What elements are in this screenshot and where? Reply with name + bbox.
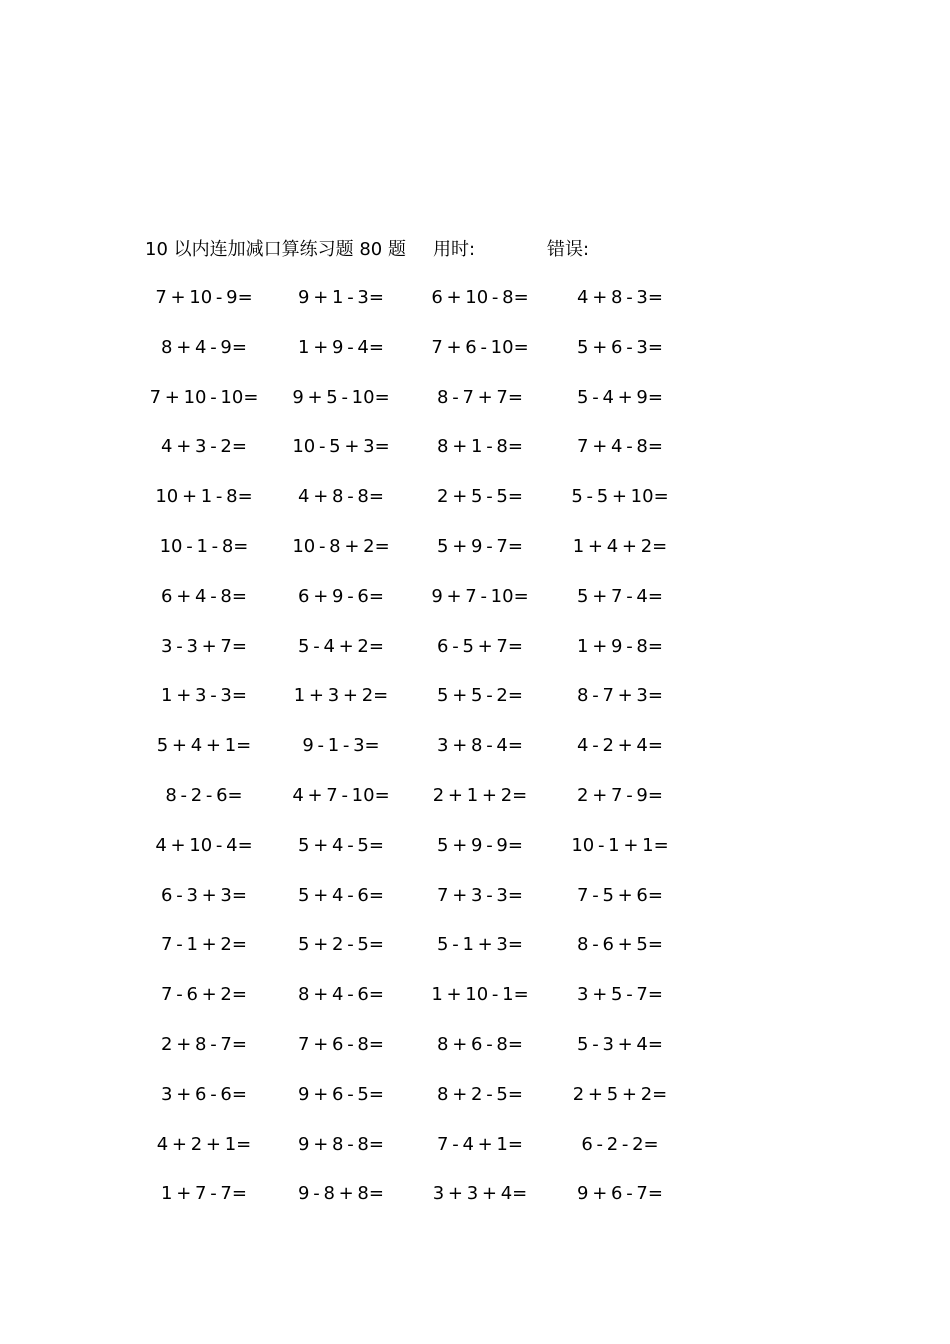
- arithmetic-problem: 5 + 4 - 6=: [298, 884, 384, 906]
- problem-row: [0, 384, 950, 434]
- problem-row: [0, 1180, 950, 1230]
- arithmetic-problem: 5 + 7 - 4=: [577, 585, 663, 607]
- arithmetic-problem: 8 + 1 - 8=: [437, 436, 523, 458]
- arithmetic-problem: 5 + 9 - 9=: [437, 834, 523, 856]
- arithmetic-problem: 7 - 1 + 2=: [161, 934, 247, 956]
- arithmetic-problem: 6 - 5 + 7=: [437, 635, 523, 657]
- arithmetic-problem: 5 + 9 - 7=: [437, 535, 523, 557]
- arithmetic-problem: 5 - 4 + 9=: [577, 386, 663, 408]
- problem-row: [0, 633, 950, 683]
- arithmetic-problem: 4 + 3 - 2=: [161, 436, 247, 458]
- arithmetic-problem: 4 + 2 + 1=: [156, 1133, 252, 1155]
- arithmetic-problem: 3 - 3 + 7=: [161, 635, 247, 657]
- problem-row: [0, 832, 950, 882]
- arithmetic-problem: 3 + 5 - 7=: [577, 984, 663, 1006]
- arithmetic-problem: 7 - 5 + 6=: [577, 884, 663, 906]
- problem-row: [0, 1131, 950, 1181]
- arithmetic-problem: 6 - 2 - 2=: [581, 1133, 659, 1155]
- arithmetic-problem: 9 + 1 - 3=: [298, 287, 384, 308]
- arithmetic-problem: 9 + 6 - 7=: [577, 1183, 663, 1205]
- arithmetic-problem: 7 - 4 + 1=: [437, 1133, 523, 1155]
- arithmetic-problem: 5 - 1 + 3=: [437, 934, 523, 956]
- arithmetic-problem: 2 + 8 - 7=: [161, 1033, 247, 1055]
- arithmetic-problem: 7 + 4 - 8=: [577, 436, 663, 458]
- arithmetic-problem: 9 + 6 - 5=: [298, 1083, 384, 1105]
- arithmetic-problem: 6 - 3 + 3=: [161, 884, 247, 906]
- problem-row: [0, 334, 950, 384]
- arithmetic-problem: 10 - 1 - 8=: [159, 535, 249, 557]
- problem-grid: [0, 284, 950, 1230]
- arithmetic-problem: 9 + 8 - 8=: [298, 1133, 384, 1155]
- arithmetic-problem: 8 - 2 - 6=: [165, 784, 243, 806]
- problem-row: [0, 533, 950, 583]
- problem-row: [0, 682, 950, 732]
- arithmetic-problem: 2 + 7 - 9=: [577, 784, 663, 806]
- arithmetic-problem: 7 + 10 - 10=: [149, 386, 259, 408]
- arithmetic-problem: 3 + 8 - 4=: [437, 735, 523, 757]
- arithmetic-problem: 4 + 8 - 3=: [577, 287, 663, 308]
- arithmetic-problem: 4 + 10 - 4=: [155, 834, 253, 856]
- arithmetic-problem: 2 + 1 + 2=: [432, 784, 528, 806]
- arithmetic-problem: 1 + 9 - 8=: [577, 635, 663, 657]
- arithmetic-problem: 5 - 4 + 2=: [298, 635, 384, 657]
- problem-row: [0, 782, 950, 832]
- arithmetic-problem: 6 + 10 - 8=: [431, 287, 529, 308]
- arithmetic-problem: 7 + 10 - 9=: [155, 287, 253, 308]
- problem-row: [0, 284, 950, 334]
- arithmetic-problem: 8 + 2 - 5=: [437, 1083, 523, 1105]
- arithmetic-problem: 8 + 4 - 6=: [298, 984, 384, 1006]
- arithmetic-problem: 9 + 5 - 10=: [292, 386, 390, 408]
- problem-row: [0, 931, 950, 981]
- arithmetic-problem: 1 + 3 - 3=: [161, 685, 247, 707]
- arithmetic-problem: 9 - 1 - 3=: [302, 735, 380, 757]
- arithmetic-problem: 1 + 10 - 1=: [431, 984, 529, 1006]
- arithmetic-problem: 8 + 6 - 8=: [437, 1033, 523, 1055]
- arithmetic-problem: 2 + 5 + 2=: [572, 1083, 668, 1105]
- arithmetic-problem: 7 - 6 + 2=: [161, 984, 247, 1006]
- arithmetic-problem: 1 + 3 + 2=: [293, 685, 389, 707]
- arithmetic-problem: 8 - 6 + 5=: [577, 934, 663, 956]
- arithmetic-problem: 4 + 8 - 8=: [298, 486, 384, 508]
- arithmetic-problem: 5 - 3 + 4=: [577, 1033, 663, 1055]
- arithmetic-problem: 1 + 4 + 2=: [572, 535, 668, 557]
- arithmetic-problem: 5 + 6 - 3=: [577, 336, 663, 358]
- problem-row: [0, 732, 950, 782]
- arithmetic-problem: 6 + 4 - 8=: [161, 585, 247, 607]
- problem-row: [0, 981, 950, 1031]
- arithmetic-problem: 6 + 9 - 6=: [298, 585, 384, 607]
- arithmetic-problem: 3 + 6 - 6=: [161, 1083, 247, 1105]
- problem-row: [0, 433, 950, 483]
- problem-row: [0, 882, 950, 932]
- arithmetic-problem: 9 - 8 + 8=: [298, 1183, 384, 1205]
- arithmetic-problem: 3 + 3 + 4=: [432, 1183, 528, 1205]
- arithmetic-problem: 4 + 7 - 10=: [292, 784, 390, 806]
- arithmetic-problem: 10 - 5 + 3=: [292, 436, 390, 458]
- worksheet-title: 10 以内连加减口算练习题 80 题: [145, 239, 406, 260]
- arithmetic-problem: 7 + 3 - 3=: [437, 884, 523, 906]
- arithmetic-problem: 8 - 7 + 3=: [577, 685, 663, 707]
- arithmetic-problem: 10 - 1 + 1=: [571, 834, 669, 856]
- arithmetic-problem: 7 + 6 - 10=: [431, 336, 529, 358]
- arithmetic-problem: 4 - 2 + 4=: [577, 735, 663, 757]
- arithmetic-problem: 10 + 1 - 8=: [155, 486, 253, 508]
- problem-row: [0, 583, 950, 633]
- arithmetic-problem: 10 - 8 + 2=: [292, 535, 390, 557]
- arithmetic-problem: 7 + 6 - 8=: [298, 1033, 384, 1055]
- problem-row: [0, 1081, 950, 1131]
- arithmetic-problem: 1 + 9 - 4=: [298, 336, 384, 358]
- arithmetic-problem: 5 - 5 + 10=: [571, 486, 669, 508]
- arithmetic-problem: 9 + 7 - 10=: [431, 585, 529, 607]
- time-used-label: 用时:: [433, 239, 476, 260]
- arithmetic-problem: 2 + 5 - 5=: [437, 486, 523, 508]
- arithmetic-problem: 5 + 4 + 1=: [156, 735, 252, 757]
- arithmetic-problem: 5 + 4 - 5=: [298, 834, 384, 856]
- arithmetic-problem: 1 + 7 - 7=: [161, 1183, 247, 1205]
- arithmetic-problem: 5 + 2 - 5=: [298, 934, 384, 956]
- errors-label: 错误:: [547, 239, 590, 260]
- problem-row: [0, 483, 950, 533]
- arithmetic-problem: 8 + 4 - 9=: [161, 336, 247, 358]
- arithmetic-problem: 5 + 5 - 2=: [437, 685, 523, 707]
- problem-row: [0, 1031, 950, 1081]
- arithmetic-problem: 8 - 7 + 7=: [437, 386, 523, 408]
